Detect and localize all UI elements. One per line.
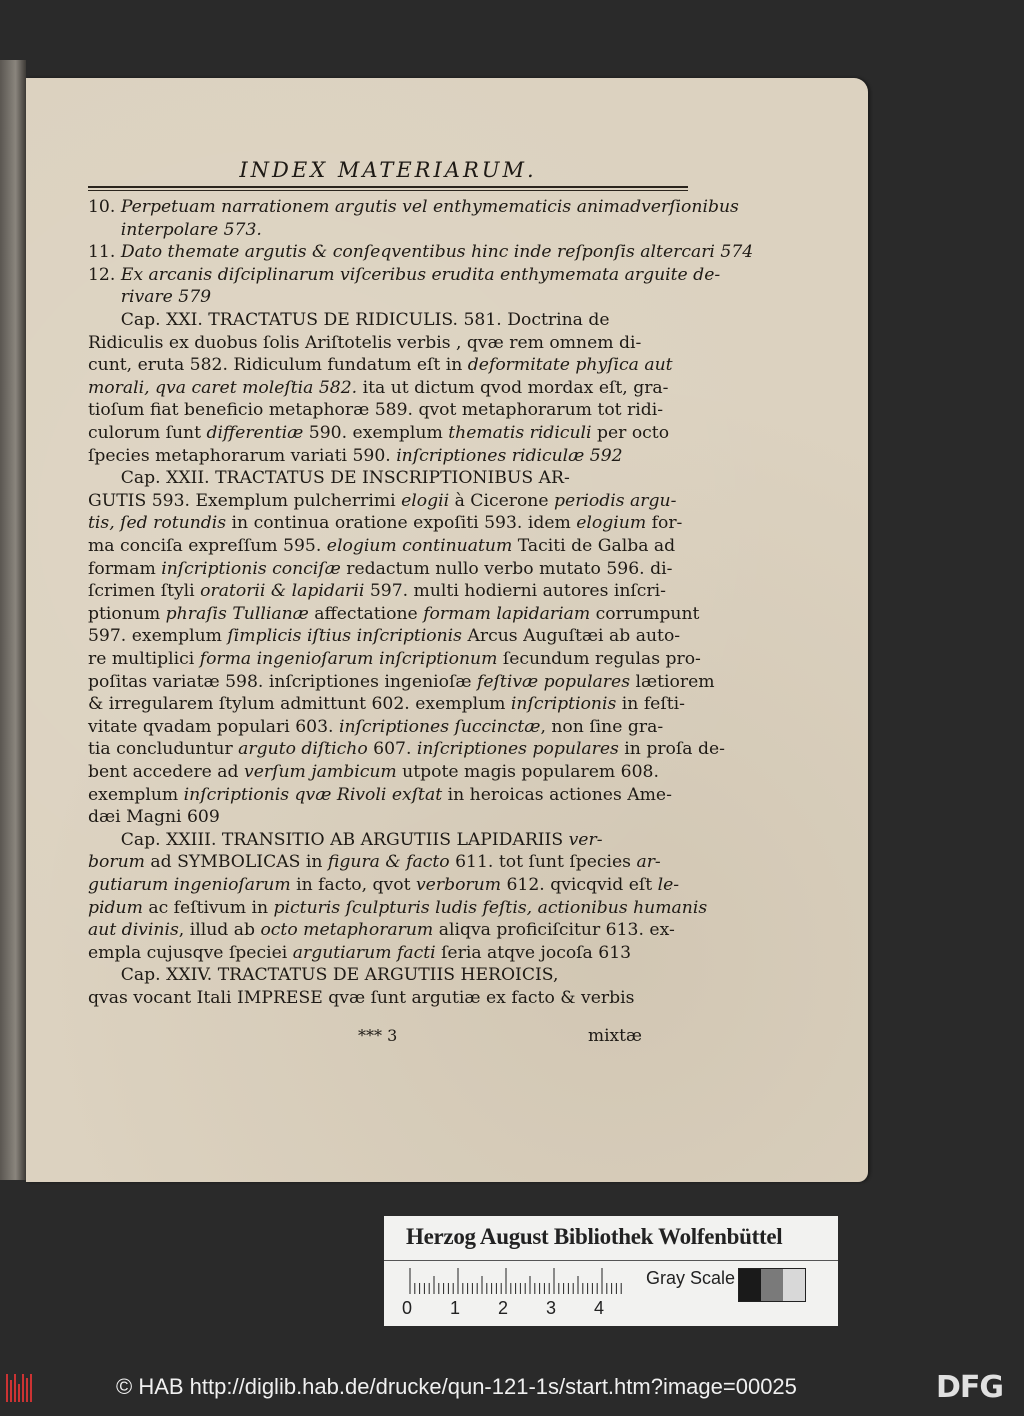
line-text: arguto diſticho: [238, 739, 368, 760]
index-line: [88, 738, 725, 760]
index-line: [88, 490, 688, 512]
index-line: [88, 964, 688, 986]
line-text: for-: [646, 513, 683, 534]
line-text: poſitas variatæ 598. inſcriptiones ingenioſæ: [88, 671, 478, 692]
book-page: [26, 78, 868, 1182]
index-line: [88, 241, 754, 263]
index-line: [88, 580, 688, 602]
index-line: [88, 445, 688, 467]
index-line: [88, 761, 688, 783]
line-text: ad SYMBOLICAS in: [144, 852, 328, 873]
line-text: in heroicas actiones Ame-: [442, 784, 672, 805]
line-text: in facto, qvot: [290, 875, 416, 895]
line-text: argutiarum facti: [292, 942, 436, 963]
line-text: Cap. XXI. TRACTATUS DE RIDICULIS. 581. Doctrina de: [88, 310, 610, 330]
line-text: elogium: [576, 513, 647, 534]
index-line: [88, 332, 688, 354]
line-text: deformitate phyſica aut: [467, 355, 673, 376]
index-line: [88, 987, 688, 1009]
line-text: ptionum: [88, 603, 166, 624]
line-text: , illud ab: [178, 920, 261, 941]
line-text: Taciti de Galba ad: [512, 536, 676, 556]
index-line: [88, 264, 721, 286]
index-line: [88, 829, 688, 851]
index-line: [88, 467, 688, 489]
line-text: re multiplici: [88, 649, 200, 669]
index-line: [88, 286, 688, 308]
line-text: gutiarum ingenioſarum: [88, 875, 291, 895]
line-text: picturis ſculpturis ludis feſtis, actionibus humanis: [273, 897, 708, 918]
line-text: GUTIS 593. Exemplum pulcherrimi: [88, 490, 402, 511]
line-text: bent accedere ad: [88, 762, 245, 782]
line-text: ver-: [568, 829, 603, 850]
line-text: empla cujusqve ſpeciei: [88, 942, 293, 963]
index-line: [88, 851, 688, 873]
line-text: corrumpunt: [590, 603, 700, 624]
line-text: interpolare 573.: [88, 219, 262, 240]
line-text: inſcriptiones ridiculæ 592: [396, 445, 623, 466]
line-text: 597. multi hodierni autores inſcri-: [364, 581, 666, 602]
index-line: [88, 196, 739, 218]
gray-scale-swatches: [738, 1268, 806, 1302]
line-text: inſcriptionis conciſæ: [161, 558, 341, 579]
line-text: Cap. XXIII. TRANSITIO AB ARGUTIIS LAPIDARIIS: [88, 829, 569, 850]
line-text: periodis argu-: [554, 490, 677, 511]
line-text: oratorii & lapidarii: [200, 581, 365, 602]
line-text: & irregularem ſtylum admittunt 602. exemplum: [88, 694, 511, 715]
line-text: cunt, eruta 582. Ridiculum fundatum eſt in: [88, 355, 468, 376]
index-line: [88, 648, 701, 670]
line-text: forma ingenioſarum inſcriptionum: [199, 649, 498, 669]
line-text: Ridiculis ex duobus ſolis Ariſtotelis verbis , qvæ rem omnem di-: [88, 332, 642, 353]
ruler-number: 3: [546, 1298, 557, 1318]
line-text: aut divinis: [88, 920, 179, 941]
line-text: à Cicerone: [449, 490, 555, 511]
line-text: ma conciſa expreſſum 595.: [88, 536, 327, 556]
line-text: ſcrimen ſtyli: [88, 581, 201, 602]
line-text: inſcriptiones populares: [416, 739, 619, 760]
line-text: utpote magis popularem 608.: [396, 762, 659, 782]
line-text: ſecundum regulas pro-: [497, 649, 701, 669]
index-line: [88, 535, 688, 557]
index-line: [88, 603, 700, 625]
line-text: 590. exemplum: [303, 423, 449, 443]
ruler-number: 4: [594, 1298, 605, 1318]
line-text: rivare 579: [88, 287, 212, 308]
index-line: [88, 422, 688, 444]
line-text: per octo: [591, 423, 670, 443]
line-text: qvas vocant Itali IMPRESE qvæ ſunt argutiæ ex facto & verbis: [88, 988, 635, 1008]
line-text: culorum ſunt: [88, 423, 207, 443]
line-text: octo metaphorarum: [260, 920, 434, 941]
head-rule-thin: [88, 190, 688, 191]
line-text: thematis ridiculi: [448, 423, 592, 443]
index-line: [88, 693, 688, 715]
line-text: inſcriptionis: [510, 694, 617, 715]
line-text: dæi Magni 609: [88, 807, 220, 828]
index-line: [88, 874, 688, 896]
line-text: Perpetuam narrationem argutis vel enthymematicis animadverſionibus: [120, 197, 739, 217]
line-text: vitate qvadam populari 603.: [88, 716, 339, 737]
line-text: figura & facto: [327, 852, 450, 873]
ruler-scale: [408, 1268, 624, 1294]
ruler-number: 0: [402, 1298, 413, 1318]
line-text: 607.: [367, 739, 417, 760]
line-text: tis, ſed rotundis: [88, 513, 227, 534]
line-text: differentiæ: [206, 423, 304, 443]
index-line: [88, 671, 715, 693]
library-color-card: [384, 1216, 838, 1326]
hab-logo-icon: [6, 1374, 46, 1406]
index-line: [88, 377, 688, 399]
line-text: ſimplicis iſtius inſcriptionis: [227, 626, 462, 647]
line-text: ac feſtivum in: [142, 897, 274, 918]
index-line: [88, 897, 708, 919]
line-text: , non ſine gra-: [540, 716, 664, 737]
line-text: le-: [657, 875, 680, 895]
line-text: in feſti-: [616, 694, 685, 715]
line-text: 597. exemplum: [88, 626, 228, 647]
ruler-number: 2: [498, 1298, 509, 1318]
line-text: formam: [88, 558, 162, 579]
index-line: [88, 784, 688, 806]
line-text: aliqva proficiſcitur 613. ex-: [433, 920, 675, 941]
line-text: inſcriptionis qvæ Rivoli exſtat: [183, 784, 443, 805]
line-text: exemplum: [88, 784, 184, 805]
line-text: inſcriptiones ſuccinctæ: [338, 716, 541, 737]
index-line: [88, 919, 688, 941]
viewer-footer: [0, 1368, 1024, 1416]
line-text: borum: [88, 852, 145, 873]
gray-swatch: [783, 1269, 805, 1301]
line-text: 10.: [88, 197, 121, 217]
catchword: mixtæ: [588, 1026, 642, 1046]
line-text: 11.: [88, 242, 121, 263]
ruler-number: 1: [450, 1298, 461, 1318]
line-text: in continua oratione expoſiti 593. idem: [226, 513, 577, 534]
line-text: 611. tot ſunt ſpecies: [449, 852, 637, 873]
copyright-url[interactable]: © HAB http://diglib.hab.de/drucke/qun-121-1s/start.htm?image=00025: [116, 1374, 797, 1399]
line-text: tia concluduntur: [88, 739, 239, 760]
line-text: phraſis Tullianæ: [165, 603, 309, 624]
line-text: 612. qvicqvid eſt: [501, 875, 658, 895]
index-line: [88, 625, 688, 647]
dfg-logo: DFG: [936, 1370, 1004, 1405]
line-text: 12.: [88, 264, 121, 285]
adjacent-page-edge: [0, 60, 26, 1180]
line-text: verborum: [415, 875, 501, 895]
line-text: pidum: [88, 897, 143, 918]
library-name: Herzog August Bibliothek Wolfenbüttel: [406, 1224, 783, 1249]
line-text: Cap. XXIV. TRACTATUS DE ARGUTIIS HEROICIS,: [88, 965, 559, 986]
line-text: ar-: [636, 852, 661, 873]
line-text: morali, qva caret moleſtia 582.: [88, 377, 358, 398]
head-rule: [88, 186, 688, 188]
line-text: tioſum fiat beneficio metaphoræ 589. qvot metaphorarum tot ridi-: [88, 400, 664, 421]
line-text: Arcus Auguſtæi ab auto-: [462, 626, 681, 647]
line-text: formam lapidariam: [423, 603, 591, 624]
index-line: [88, 219, 688, 241]
index-line: [88, 558, 688, 580]
gray-swatch: [739, 1269, 761, 1301]
index-line: [88, 399, 688, 421]
line-text: redactum nullo verbo mutato 596. di-: [340, 558, 673, 579]
line-text: verſum jambicum: [244, 762, 397, 782]
card-divider: [384, 1260, 838, 1261]
index-line: [88, 806, 688, 828]
index-line: [88, 354, 688, 376]
index-line: [88, 942, 688, 964]
line-text: affectatione: [308, 603, 424, 624]
running-head: INDEX MATERIARUM.: [239, 158, 537, 182]
gray-scale-label: Gray Scale: [646, 1268, 736, 1288]
line-text: Ex arcanis diſciplinarum viſceribus erudita enthymemata arguite de-: [120, 264, 721, 285]
index-line: [88, 512, 688, 534]
line-text: lætiorem: [630, 671, 715, 692]
line-text: elogium continuatum: [326, 536, 513, 556]
line-text: ſpecies metaphorarum variati 590.: [88, 445, 397, 466]
line-text: in proſa de-: [618, 739, 725, 760]
line-text: ſeria atqve jocoſa 613: [435, 942, 632, 963]
line-text: feſtivæ populares: [477, 671, 631, 692]
signature-mark: *** 3: [358, 1026, 398, 1045]
line-text: Dato themate argutis & conſeqventibus hinc inde reſponſis altercari 574: [120, 242, 754, 263]
line-text: ita ut dictum qvod mordax eſt, gra-: [357, 377, 669, 398]
line-text: Cap. XXII. TRACTATUS DE INSCRIPTIONIBUS AR-: [88, 468, 570, 489]
index-line: [88, 716, 688, 738]
line-text: elogii: [401, 490, 450, 511]
index-line: [88, 309, 688, 331]
gray-swatch: [761, 1269, 783, 1301]
